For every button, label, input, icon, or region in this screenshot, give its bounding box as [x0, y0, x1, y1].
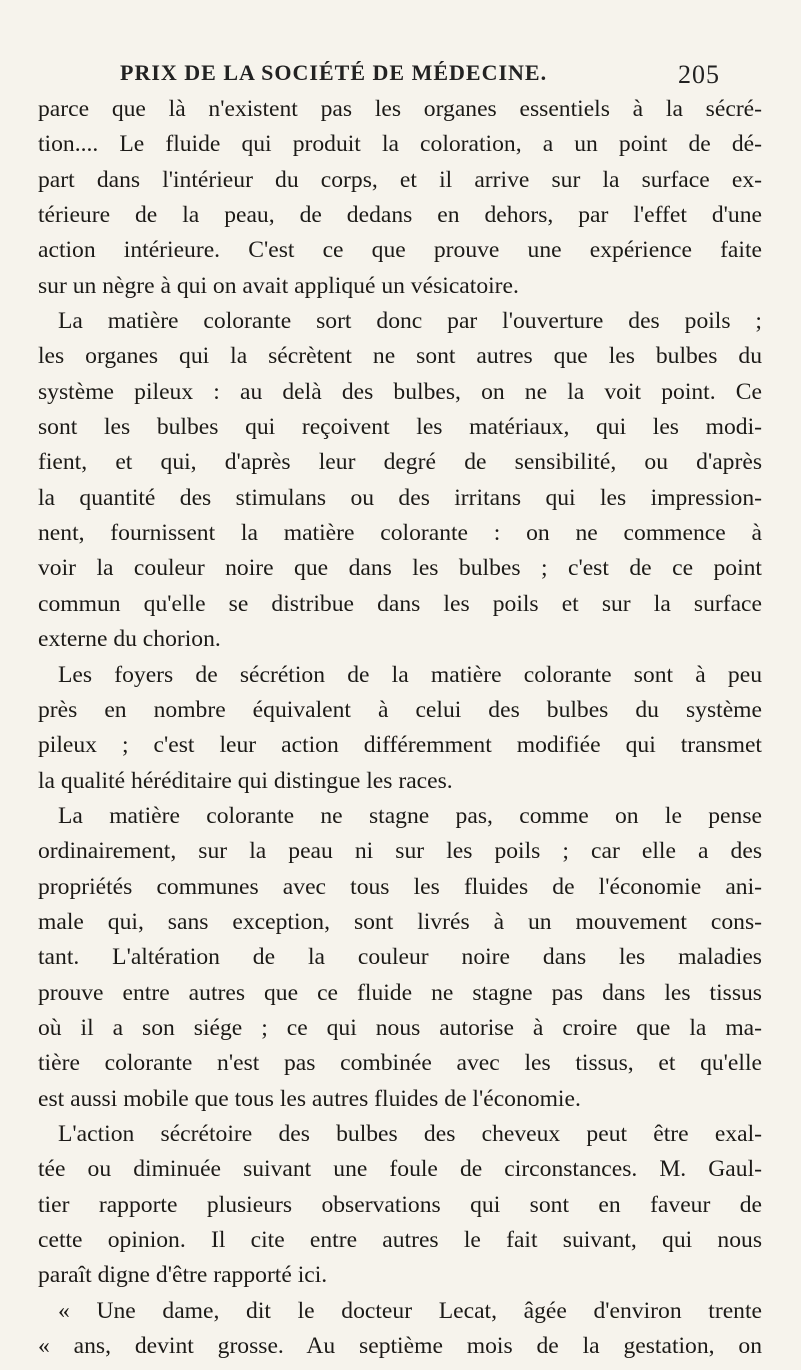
- text-line: tant. L'altération de la couleur noire dans les maladies: [38, 944, 762, 971]
- text-line: ordinairement, sur la peau ni sur les poils ; car elle a des: [38, 838, 762, 865]
- text-line: fient, et qui, d'après leur degré de sensibilité, ou d'après: [38, 449, 762, 476]
- text-line: La matière colorante sort donc par l'ouverture des poils ;: [58, 308, 762, 335]
- text-line: où il a son siége ; ce qui nous autorise à croire que la ma-: [38, 1014, 762, 1041]
- text-line: La matière colorante ne stagne pas, comme on le pense: [58, 802, 762, 829]
- body-text: [38, 92, 762, 1364]
- text-line: externe du chorion.: [38, 626, 221, 653]
- text-line: action intérieure. C'est ce que prouve une expérience faite: [38, 237, 762, 264]
- text-line: tée ou diminuée suivant une foule de circonstances. M. Gaul-: [38, 1156, 762, 1183]
- text-line: « Une dame, dit le docteur Lecat, âgée d'environ trente: [58, 1297, 762, 1324]
- text-line: sur un nègre à qui on avait appliqué un vésicatoire.: [38, 272, 519, 299]
- text-line: la quantité des stimulans ou des irritans qui les impression-: [38, 484, 762, 511]
- text-line: commun qu'elle se distribue dans les poils et sur la surface: [38, 590, 762, 617]
- text-line: tier rapporte plusieurs observations qui sont en faveur de: [38, 1191, 762, 1218]
- text-line: paraît digne d'être rapporté ici.: [38, 1262, 328, 1289]
- text-line: Les foyers de sécrétion de la matière colorante sont à peu: [58, 661, 762, 688]
- text-line: térieure de la peau, de dedans en dehors, par l'effet d'une: [38, 202, 762, 229]
- running-header: [120, 60, 720, 89]
- text-line: la qualité héréditaire qui distingue les races.: [38, 767, 453, 794]
- text-line: est aussi mobile que tous les autres fluides de l'économie.: [38, 1085, 581, 1112]
- text-line: les organes qui la sécrètent ne sont autres que les bulbes du: [38, 343, 762, 370]
- text-line: propriétés communes avec tous les fluides de l'économie ani-: [38, 873, 762, 900]
- text-line: voir la couleur noire que dans les bulbes ; c'est de ce point: [38, 555, 762, 582]
- page-number: 205: [678, 60, 720, 89]
- text-line: male qui, sans exception, sont livrés à un mouvement cons-: [38, 908, 762, 935]
- text-line: L'action sécrétoire des bulbes des cheveux peut être exal-: [58, 1120, 762, 1147]
- text-line: « ans, devint grosse. Au septième mois de la gestation, on: [38, 1333, 762, 1360]
- text-line: tière colorante n'est pas combinée avec les tissus, et qu'elle: [38, 1050, 762, 1077]
- text-line: part dans l'intérieur du corps, et il arrive sur la surface ex-: [38, 166, 762, 193]
- text-line: près en nombre équivalent à celui des bulbes du système: [38, 696, 762, 723]
- text-line: prouve entre autres que ce fluide ne stagne pas dans les tissus: [38, 979, 762, 1006]
- text-line: nent, fournissent la matière colorante : on ne commence à: [38, 520, 762, 547]
- text-line: cette opinion. Il cite entre autres le fait suivant, qui nous: [38, 1227, 762, 1253]
- running-title: PRIX DE LA SOCIÉTÉ DE MÉDECINE.: [120, 60, 548, 85]
- text-line: sont les bulbes qui reçoivent les matériaux, qui les modi-: [38, 414, 762, 441]
- text-line: système pileux : au delà des bulbes, on ne la voit point. Ce: [38, 378, 762, 405]
- text-line: pileux ; c'est leur action différemment modifiée qui transmet: [38, 732, 762, 759]
- text-line: tion.... Le fluide qui produit la coloration, a un point de dé-: [38, 131, 762, 158]
- text-line: parce que là n'existent pas les organes essentiels à la sécré-: [38, 96, 762, 122]
